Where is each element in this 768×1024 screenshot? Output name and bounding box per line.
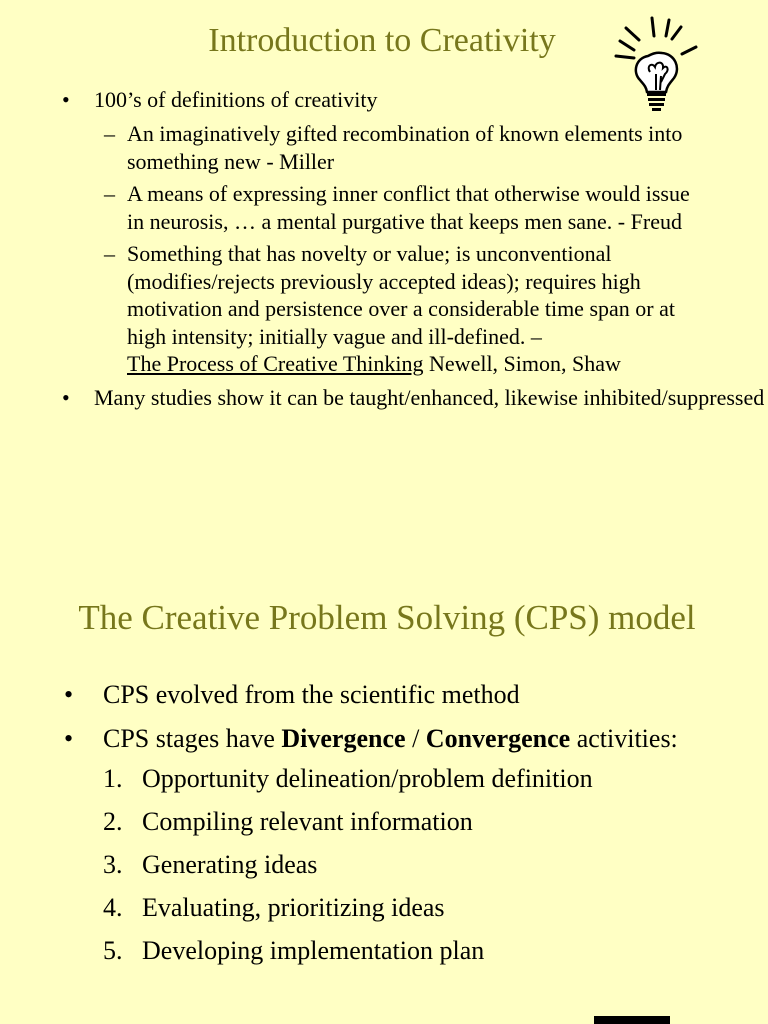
citation-title: The Process of Creative Thinking bbox=[127, 351, 424, 376]
definition-newell: Something that has novelty or value; is unconventional (modifies/rejects previously accepted ideas); requires high motivation and persistence over a considerable time span or at high intensity; initially vague and ill-defined. – bbox=[127, 241, 675, 349]
step-item bbox=[103, 891, 768, 925]
step-text: Developing implementation plan bbox=[142, 936, 485, 965]
en-dash: – bbox=[104, 241, 115, 266]
cps-bullet-list bbox=[0, 678, 768, 978]
step-number: 5. bbox=[103, 936, 123, 965]
partial-graphic bbox=[594, 1016, 670, 1024]
step-text: Evaluating, prioritizing ideas bbox=[142, 893, 445, 922]
step-item bbox=[103, 762, 768, 796]
step-number: 4. bbox=[103, 893, 123, 922]
list-item bbox=[0, 384, 768, 412]
step-item bbox=[103, 934, 768, 968]
list-item bbox=[94, 180, 707, 235]
definition-freud: A means of expressing inner conflict that otherwise would issue in neurosis, … a mental purgative that keeps men sane. - Freud bbox=[127, 181, 690, 234]
step-text: Opportunity delineation/problem definition bbox=[142, 764, 593, 793]
term-separator: / bbox=[405, 724, 426, 753]
step-number: 1. bbox=[103, 764, 123, 793]
divergence-term: Divergence bbox=[281, 724, 406, 753]
bullet-text: Many studies show it can be taught/enhanced, likewise inhibited/suppressed bbox=[94, 384, 765, 410]
bullet-text-suffix: activities: bbox=[570, 724, 678, 753]
convergence-term: Convergence bbox=[425, 724, 571, 753]
step-text: Compiling relevant information bbox=[142, 807, 473, 836]
bullet-text-prefix: CPS stages have bbox=[103, 724, 282, 753]
bullet-dot: • bbox=[62, 87, 70, 112]
slide-title: Introduction to Creativity bbox=[208, 22, 556, 59]
bullet-text: CPS evolved from the scientific method bbox=[103, 680, 520, 709]
slide-title: The Creative Problem Solving (CPS) model bbox=[78, 598, 696, 637]
step-item bbox=[103, 848, 768, 882]
cps-steps-list bbox=[103, 762, 768, 968]
list-item bbox=[0, 722, 768, 968]
bullet-dot: • bbox=[64, 680, 74, 709]
intro-bullet-list bbox=[0, 86, 768, 412]
step-number: 3. bbox=[103, 850, 123, 879]
en-dash: – bbox=[104, 121, 115, 146]
en-dash: – bbox=[104, 181, 115, 206]
citation-authors: Newell, Simon, Shaw bbox=[423, 351, 621, 376]
step-number: 2. bbox=[103, 807, 123, 836]
list-item bbox=[94, 240, 707, 378]
step-item bbox=[103, 805, 768, 839]
bullet-dot: • bbox=[64, 724, 74, 753]
list-item bbox=[0, 678, 768, 712]
definition-sublist bbox=[94, 120, 768, 378]
slide-cps-model bbox=[0, 580, 768, 1024]
bullet-dot: • bbox=[62, 384, 70, 410]
definition-miller: An imaginatively gifted recombination of known elements into something new - Miller bbox=[127, 121, 683, 174]
step-text: Generating ideas bbox=[142, 850, 318, 879]
list-item bbox=[0, 86, 768, 378]
list-item bbox=[94, 120, 707, 175]
bullet-text: 100’s of definitions of creativity bbox=[94, 87, 378, 112]
